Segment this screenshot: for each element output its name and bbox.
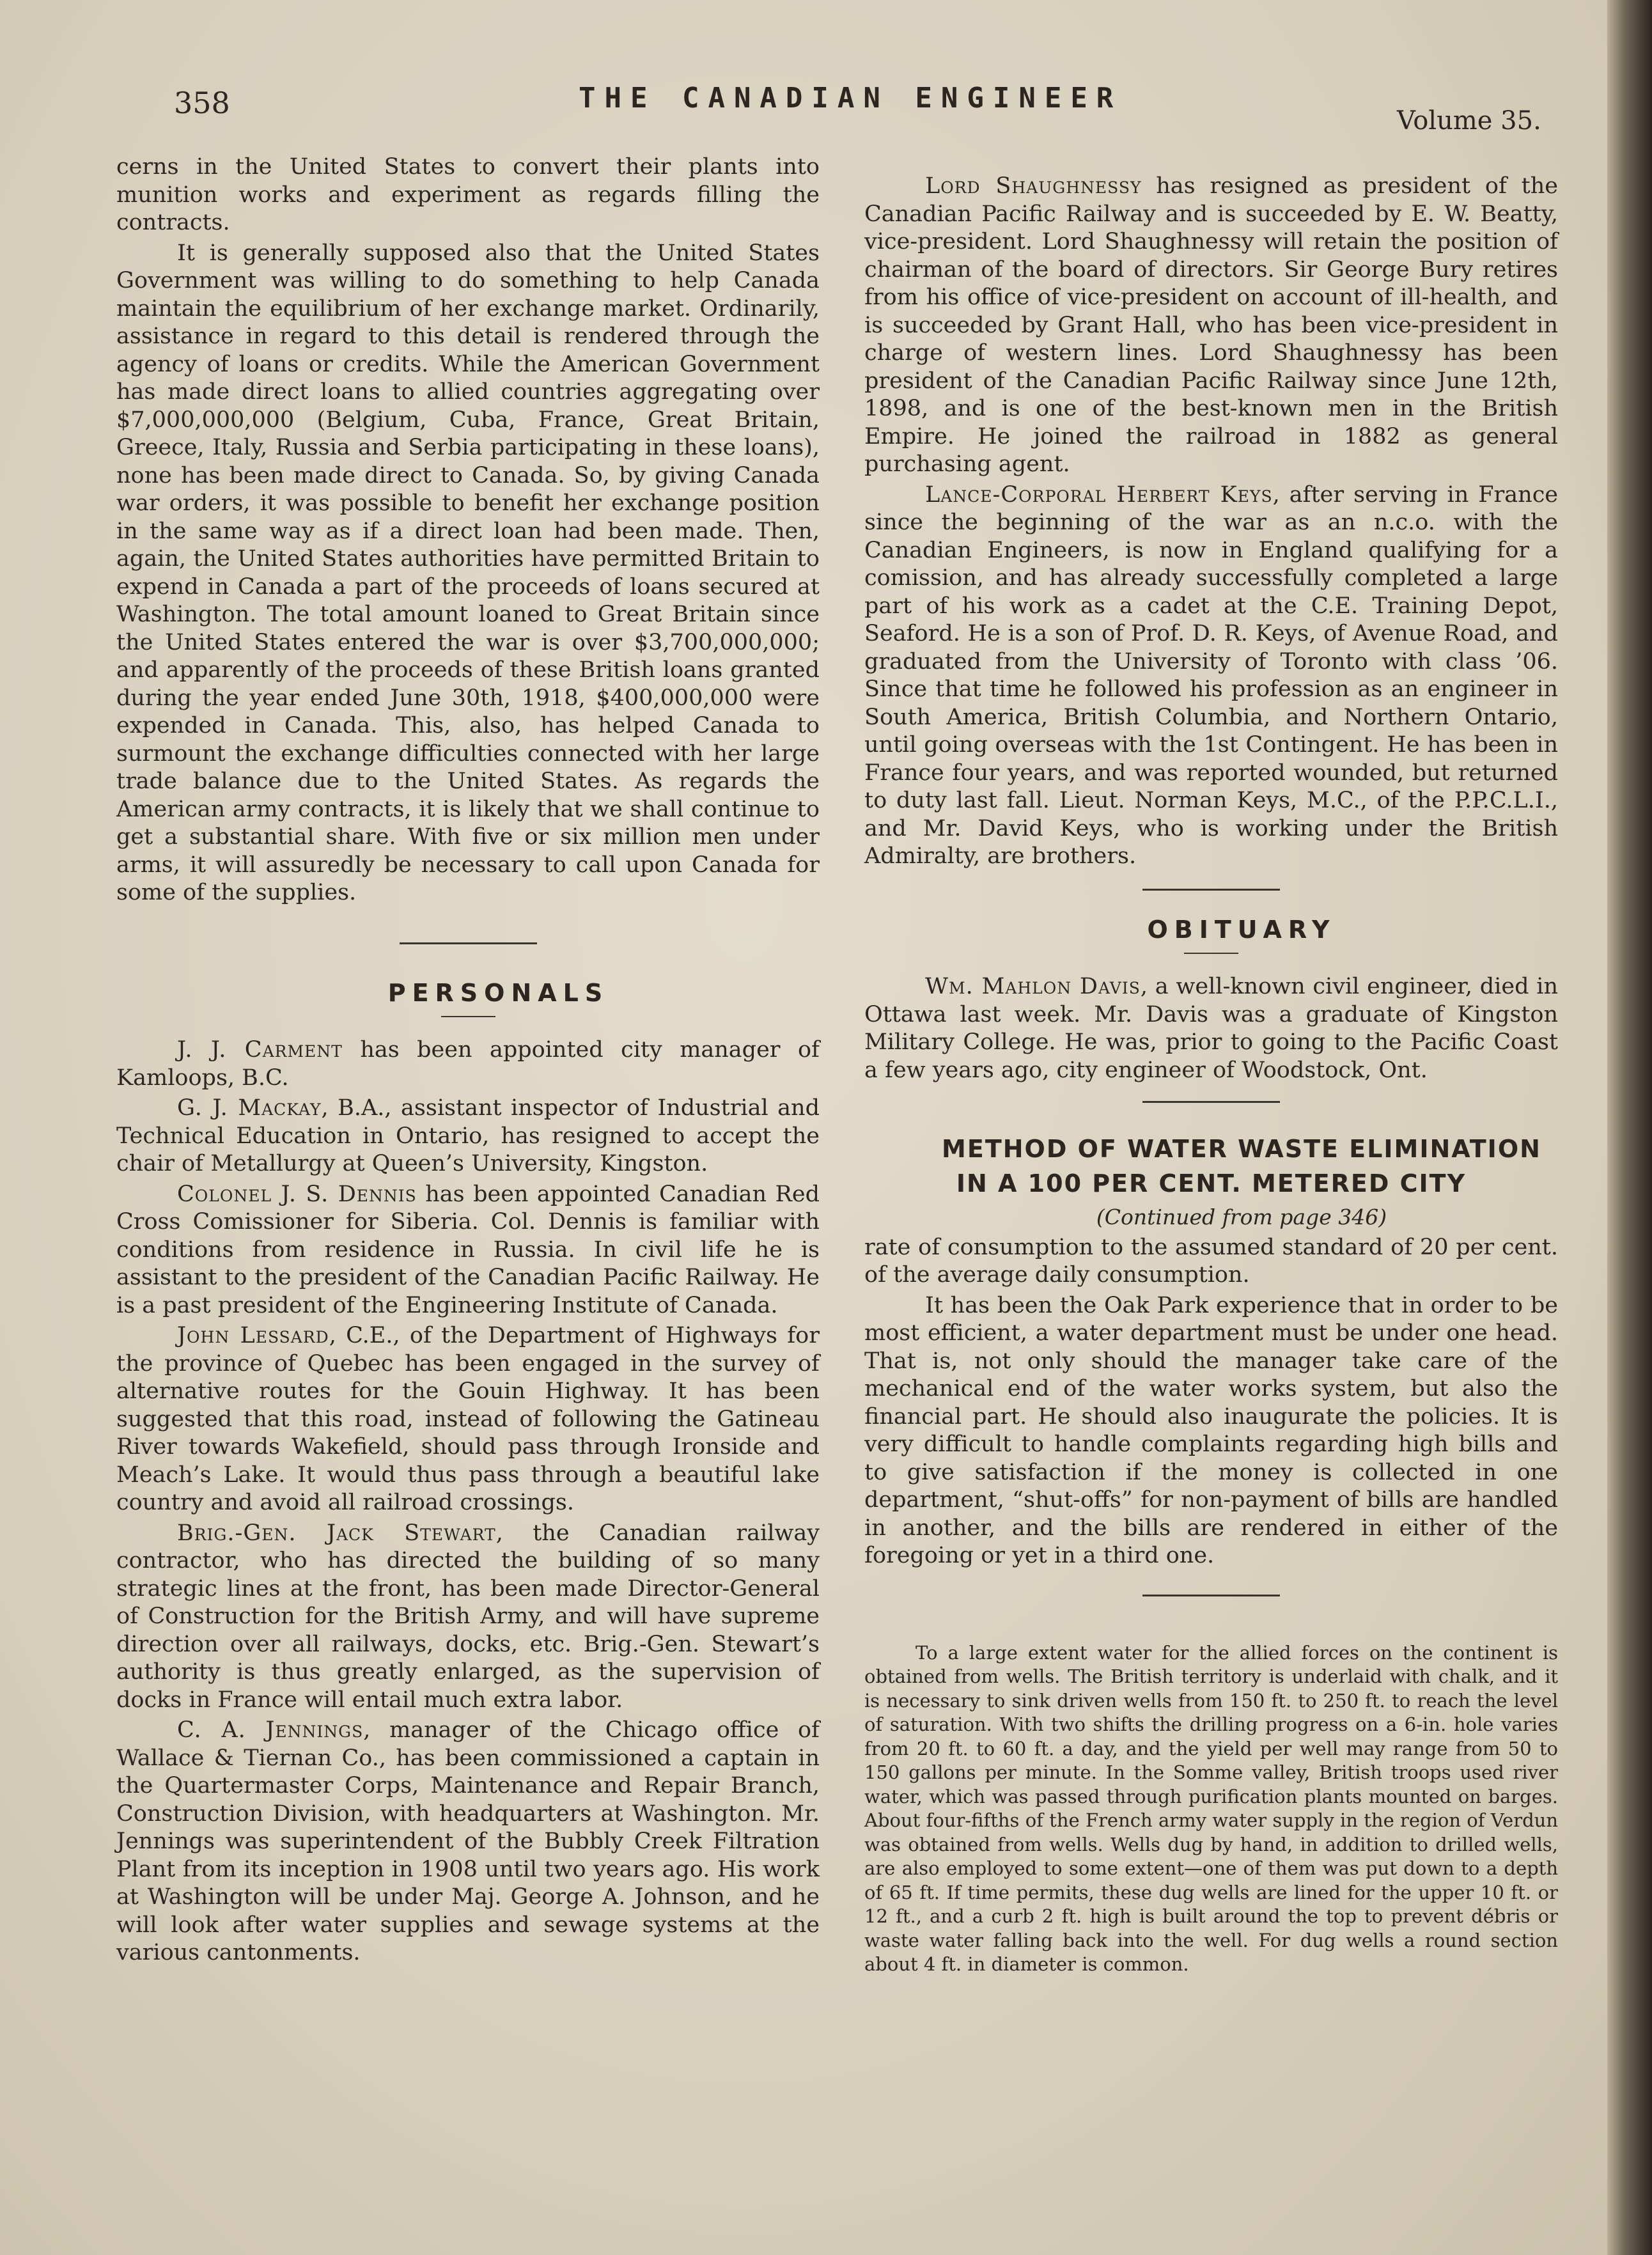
volume-label: Volume 35. (1397, 106, 1541, 136)
person-name: J. J. Carment (177, 1037, 343, 1063)
person-name: C. A. Jennings (177, 1717, 364, 1743)
person-name: Wm. Mahlon Davis (925, 974, 1141, 999)
obituary-heading: OBITUARY (1147, 915, 1336, 944)
left-column (116, 153, 820, 1967)
personal-text: , the Canadian railway contractor, who has directed the building of so many strategic lines at the front, has been made Director-General of Construction for the British Army, and will have supreme direction over all railways, docks, etc. Brig.-Gen. Stewart’s authority is thus greatly enlarged, as the supervision of docks in France will entail much extra labor. (116, 1520, 820, 1713)
personal-text: has been appointed Canadian Red Cross Comissioner for Siberia. Col. Dennis is familiar with conditions from residence in Russia. In civil life he is assistant to the president of the Canadian Pacific Railway. He is a past president of the Engineering Institute of Canada. (116, 1181, 820, 1318)
personal-entry (116, 1322, 820, 1517)
personal-entry (116, 1095, 820, 1178)
article-heading-line1: METHOD OF WATER WASTE ELIMINATION (942, 1135, 1541, 1163)
page-number: 358 (174, 86, 230, 120)
personal-text: , B.A., assistant inspector of Industrial and Technical Education in Ontario, has resigned to accept the chair of Metallurgy at Queen’s University, Kingston. (116, 1095, 820, 1176)
intro-paragraph: cerns in the United States to convert their plants into munition works and experiment as regards filling the contracts. (116, 154, 820, 235)
heading-underline (1184, 953, 1238, 954)
obituary-text: , a well-known civil engineer, died in Ottawa last week. Mr. Davis was a graduate of Kingston Military College. He was, prior to going to the Pacific Coast a few years ago, city engineer of Woodstock, Ont. (864, 974, 1558, 1083)
personal-entry (864, 481, 1558, 871)
right-column (864, 173, 1558, 1977)
person-name: G. J. Mackay (177, 1095, 322, 1121)
personal-entry (116, 1036, 820, 1092)
personal-entry (116, 1717, 820, 1967)
personal-text: , after serving in France since the beginning of the war as an n.c.o. with the Canadian Engineers, is now in England qualifying for a comission, and has already successfully completed a large part of his work as a cadet at the C.E. Training Depot, Seaford. He is a son of Prof. D. R. Keys, of Avenue Road, and graduated from the University of Toronto with class ’06. Since that time he followed his profession as an engineer in South America, British Columbia, and Northern Ontario, until going overseas with the 1st Contingent. He has been in France four years, and was reported wounded, but returned to duty last fall. Lieut. Norman Keys, M.C., of the P.P.C.L.I., and Mr. David Keys, who is working under the British Admiralty, are brothers. (864, 481, 1559, 869)
heading-underline (441, 1016, 495, 1017)
section-divider (1142, 889, 1280, 891)
person-name: John Lessard (177, 1323, 329, 1348)
article-heading (864, 1132, 1558, 1201)
article-heading-line2: IN A 100 PER CENT. METERED CITY (956, 1169, 1467, 1198)
person-name: Lance-Corporal Herbert Keys (925, 481, 1273, 508)
section-divider (1142, 1101, 1280, 1103)
personal-text: has been appointed city manager of Kamloops, B.C. (116, 1037, 820, 1091)
book-spine-shadow (1607, 0, 1652, 2255)
personal-entry (864, 173, 1558, 479)
wells-note (864, 1641, 1558, 1977)
section-divider (400, 942, 537, 944)
personal-entry (116, 1181, 820, 1320)
personal-entry (116, 1520, 820, 1715)
journal-title: THE CANADIAN ENGINEER (579, 82, 1123, 114)
intro-paragraph: It is generally supposed also that the United States Government was willing to do something to help Canada maintain the equilibrium of her exchange market. Ordinarily, assistance in regard to this detail is rendered through the agency of loans or credits. While the American Government has made direct loans to allied countries aggregating over $7,000,000,000 (Belgium, Cuba, France, Great Britain, Greece, Italy, Russia and Serbia participating in these loans), none has been made direct to Canada. So, by giving Canada war orders, it was possible to benefit her exchange position in the same way as if a direct loan had been made. Then, again, the United States authorities have permitted Britain to expend in Canada a part of the proceeds of loans secured at Washington. The total amount loaned to Great Britain since the United States entered the war is over $3,700,000,000; and apparently of the proceeds of these British loans granted during the year ended June 30th, 1918, $400,000,000 were expended in Canada. This, also, has helped Canada to surmount the exchange difficulties connected with her large trade balance due to the United States. As regards the American army contracts, it is likely that we shall continue to get a substantial share. With five or six million men under arms, it will assuredly be necessary to call upon Canada for some of the supplies. (116, 240, 820, 905)
person-name: Colonel J. S. Dennis (177, 1181, 417, 1207)
continued-note: (Continued from page 346) (1096, 1205, 1387, 1229)
personal-text: , C.E., of the Department of Highways for the province of Quebec has been engaged in the survey of alternative routes for the Gouin Highway. It has been suggested that this road, instead of following the Gatineau River towards Wakefield, should pass through Ironside and Meach’s Lake. It would thus pass through a beautiful lake country and avoid all railroad crossings. (116, 1323, 820, 1515)
article-paragraph: rate of consumption to the assumed standard of 20 per cent. of the average daily consumption. (864, 1234, 1558, 1288)
page-header (0, 82, 1652, 136)
wells-note-text: To a large extent water for the allied forces on the continent is obtained from wells. The British territory is underlaid with chalk, and it is necessary to sink driven wells from 150 ft. to 250 ft. to reach the level of saturation. With two shifts the drilling progress on a 6-in. hole varies from 20 ft. to 60 ft. a day, and the yield per well may range from 50 to 150 gallons per minute. In the Somme valley, British troops used river water, which was passed through purification plants mounted on barges. About four-fifths of the French army water supply in the region of Verdun was obtained from wells. Wells dug by hand, in addition to drilled wells, are also employed to some extent—one of them was put down to a depth of 65 ft. If time permits, these dug wells are lined for the upper 10 ft. or 12 ft., and a curb 2 ft. high is built around the top to prevent débris or waste water falling back into the well. For dug wells a round section about 4 ft. in diameter is common. (864, 1641, 1558, 1975)
personal-text: , manager of the Chicago office of Wallace & Tiernan Co., has been commissioned a captain in the Quartermaster Corps, Maintenance and Repair Branch, Construction Division, with headquarters at Washington. Mr. Jennings was superintendent of the Bubbly Creek Filtration Plant from its inception in 1908 until two years ago. His work at Washington will be under Maj. George A. Johnson, and he will look after water supplies and sewage systems at the various cantonments. (116, 1717, 820, 1965)
person-name: Brig.-Gen. Jack Stewart (177, 1520, 496, 1546)
article-paragraph: It has been the Oak Park experience that in order to be most efficient, a water department must be under one head. That is, not only should the manager take care of the mechanical end of the water works system, but also the financial part. He should also inaugurate the policies. It is very difficult to handle complaints regarding high bills and to give satisfaction if the money is collected in one department, “shut-offs” for non-payment of bills are handled in another, and the bills are rendered in either of the foregoing or yet in a third one. (864, 1292, 1558, 1568)
person-name: Lord Shaughnessy (925, 173, 1142, 199)
section-divider (1142, 1595, 1280, 1596)
obituary-entry (864, 973, 1558, 1084)
personal-text: has resigned as president of the Canadian Pacific Railway and is succeeded by E. W. Beatty, vice-president. Lord Shaughnessy will retain the position of chairman of the board of directors. Sir George Bury retires from his office of vice-president on account of ill-health, and is succeeded by Grant Hall, who has been vice-president in charge of western lines. Lord Shaughnessy has been president of the Canadian Pacific Railway since June 12th, 1898, and is one of the best-known men in the British Empire. He joined the railroad in 1882 as general purchasing agent. (864, 173, 1558, 477)
personals-heading: PERSONALS (387, 978, 609, 1007)
